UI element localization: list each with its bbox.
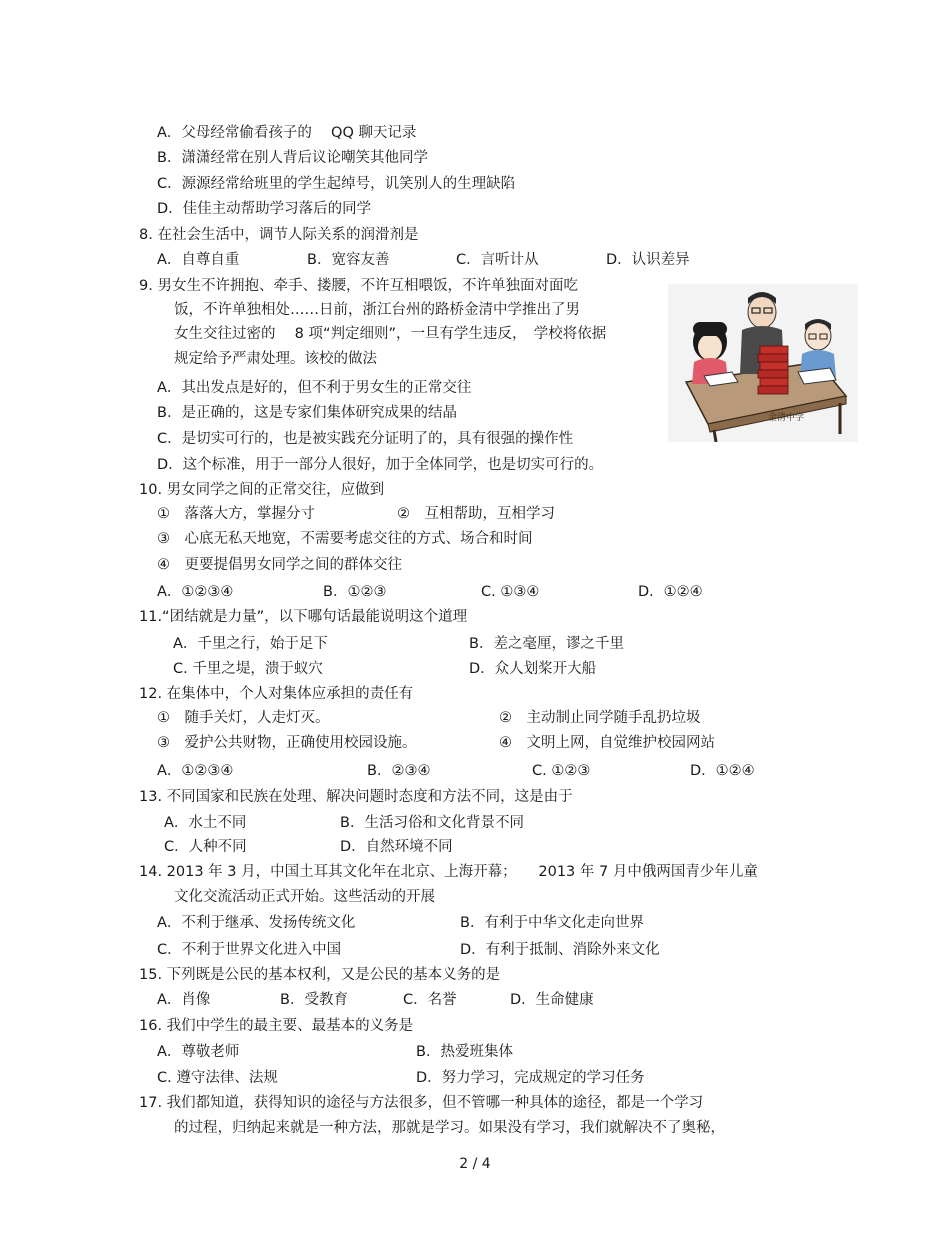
q11-option-c: C. 千里之堤，溃于蚁穴: [173, 661, 323, 677]
q12-item-2: ② 主动制止同学随手乱扔垃圾: [499, 710, 701, 726]
q14-stem-line1: 14. 2013 年 3 月，中国土耳其文化年在北京、上海开幕； 2013 年 7 月中俄两国青少年儿童: [139, 864, 758, 880]
q10-option-d: D．①②④: [638, 584, 703, 600]
q10-item-4: ④ 更要提倡男女同学之间的群体交往: [157, 557, 402, 573]
desk-label: 金清中学: [768, 413, 805, 423]
q15-option-b: B．受教育: [280, 992, 348, 1008]
q13-option-c: C．人种不同: [164, 839, 247, 855]
q9-option-b: B．是正确的，这是专家们集体研究成果的结晶: [157, 405, 457, 421]
q11-option-d: D．众人划桨开大船: [469, 661, 597, 677]
q15-option-d: D．生命健康: [510, 992, 594, 1008]
q10-item-3: ③ 心底无私天地宽，不需要考虑交往的方式、场合和时间: [157, 531, 533, 547]
q8-option-b: B．宽容友善: [307, 252, 390, 268]
q7-option-d: D．佳佳主动帮助学习落后的同学: [157, 201, 372, 217]
q11-option-b: B．差之毫厘，谬之千里: [469, 636, 624, 652]
q15-option-a: A．肖像: [157, 992, 211, 1008]
q12-option-d: D．①②④: [690, 763, 755, 779]
q10-item-2: ② 互相帮助，互相学习: [397, 506, 555, 522]
q10-stem: 10. 男女同学之间的正常交往，应做到: [139, 482, 385, 498]
q8-option-d: D．认识差异: [606, 252, 690, 268]
q16-option-a: A．尊敬老师: [157, 1044, 240, 1060]
q9-stem-line4: 规定给予严肃处理。该校的做法: [174, 351, 377, 367]
q9-option-a: A．其出发点是好的，但不利于男女生的正常交往: [157, 380, 472, 396]
q14-option-b: B．有利于中华文化走向世界: [460, 915, 644, 931]
q12-item-4: ④ 文明上网，自觉维护校园网站: [499, 735, 715, 751]
q13-option-d: D．自然环境不同: [340, 839, 453, 855]
q10-option-a: A．①②③④: [157, 584, 234, 600]
q7-option-b: B．潇潇经常在别人背后议论嘲笑其他同学: [157, 150, 428, 166]
q9-stem-line3: 女生交往过密的 8 项“判定细则”，一旦有学生违反， 学校将依据: [174, 326, 607, 342]
q15-stem: 15. 下列既是公民的基本权利，又是公民的基本义务的是: [139, 967, 501, 983]
q8-option-a: A．自尊自重: [157, 252, 240, 268]
q13-option-b: B．生活习俗和文化背景不同: [340, 815, 524, 831]
q7-option-c: C．源源经常给班里的学生起绰号，讥笑别人的生理缺陷: [157, 176, 516, 192]
q17-stem-line1: 17. 我们都知道，获得知识的途径与方法很多，但不管哪一种具体的途径，都是一个学习: [139, 1095, 704, 1111]
q17-stem-line2: 的过程，归纳起来就是一种方法，那就是学习。如果没有学习，我们就解决不了奥秘，: [174, 1120, 725, 1136]
q14-option-a: A．不利于继承、发扬传统文化: [157, 915, 356, 931]
page-number: 2 / 4: [459, 1156, 491, 1172]
q12-option-c: C. ①②③: [532, 763, 591, 779]
q12-option-a: A．①②③④: [157, 763, 234, 779]
q9-stem-line2: 饭，不许单独相处……日前，浙江台州的路桥金清中学推出了男: [174, 302, 580, 318]
q11-stem: 11.“团结就是力量”，以下哪句话最能说明这个道理: [139, 609, 468, 625]
q10-option-b: B．①②③: [323, 584, 387, 600]
q16-option-b: B．热爱班集体: [416, 1044, 513, 1060]
q13-option-a: A．水土不同: [164, 815, 247, 831]
q8-option-c: C．言听计从: [456, 252, 539, 268]
q7-option-a: A．父母经常偷看孩子的 QQ 聊天记录: [157, 125, 417, 141]
q16-stem: 16. 我们中学生的最主要、最基本的义务是: [139, 1018, 414, 1034]
q10-item-1: ① 落落大方，掌握分寸: [157, 506, 315, 522]
q12-item-3: ③ 爱护公共财物，正确使用校园设施。: [157, 735, 417, 751]
q9-stem-line1: 9. 男女生不许拥抱、牵手、搂腰，不许互相喂饭，不许单独面对面吃: [139, 278, 578, 294]
q9-option-d: D．这个标准，用于一部分人很好，加于全体同学，也是切实可行的。: [157, 457, 604, 473]
q14-stem-line2: 文化交流活动正式开始。这些活动的开展: [174, 889, 435, 905]
q8-stem: 8. 在社会生活中，调节人际关系的润滑剂是: [139, 227, 419, 243]
q9-option-c: C．是切实可行的，也是被实践充分证明了的，具有很强的操作性: [157, 431, 574, 447]
q10-option-c: C. ①③④: [481, 584, 540, 600]
q12-option-b: B．②③④: [367, 763, 431, 779]
q16-option-c: C. 遵守法律、法规: [157, 1070, 278, 1086]
q12-item-1: ① 随手关灯，人走灯灭。: [157, 710, 330, 726]
q13-stem: 13. 不同国家和民族在处理、解决问题时态度和方法不同，这是由于: [139, 789, 573, 805]
cartoon-illustration: [668, 284, 858, 442]
q14-option-d: D．有利于抵制、消除外来文化: [460, 942, 660, 958]
q16-option-d: D．努力学习，完成规定的学习任务: [416, 1070, 645, 1086]
q11-option-a: A．千里之行，始于足下: [173, 636, 328, 652]
q14-option-c: C．不利于世界文化进入中国: [157, 942, 342, 958]
q15-option-c: C．名誉: [403, 992, 457, 1008]
q12-stem: 12. 在集体中，个人对集体应承担的责任有: [139, 686, 414, 702]
